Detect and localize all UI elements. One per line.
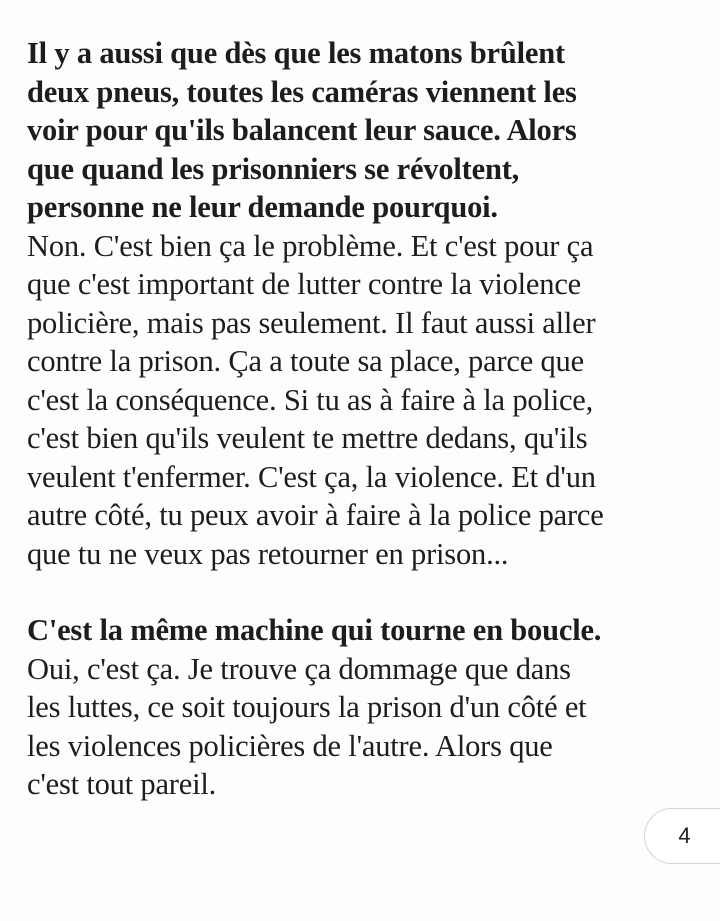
question-1-line: deux pneus, toutes les caméras viennent les: [27, 74, 577, 109]
qa-block-1: [27, 34, 717, 573]
answer-1-line: que tu ne veux pas retourner en prison...: [27, 536, 509, 571]
answer-1: [27, 227, 717, 574]
answer-1-line: policière, mais pas seulement. Il faut aussi aller: [27, 305, 596, 340]
question-1-line: que quand les prisonniers se révoltent,: [27, 151, 520, 186]
answer-1-line: c'est bien qu'ils veulent te mettre dedans, qu'ils: [27, 421, 588, 455]
page-number: 4: [678, 823, 691, 848]
answer-2: [27, 650, 717, 804]
question-1: [27, 34, 717, 227]
question-1-line: voir pour qu'ils balancent leur sauce. Alors: [27, 113, 577, 147]
page-number-badge[interactable]: [644, 808, 720, 864]
qa-block-2: [27, 611, 717, 804]
answer-1-line: autre côté, tu peux avoir à faire à la police parce: [27, 498, 604, 532]
answer-1-line: c'est la conséquence. Si tu as à faire à la police,: [27, 382, 594, 417]
answer-1-line: Non. C'est bien ça le problème. Et c'est pour ça: [27, 228, 594, 263]
interview-text: [27, 34, 717, 804]
answer-2-line: les luttes, ce soit toujours la prison d'un côté et: [27, 690, 587, 724]
answer-2-line: Oui, c'est ça. Je trouve ça dommage que dans: [27, 651, 571, 686]
answer-1-line: que c'est important de lutter contre la violence: [27, 267, 581, 301]
question-1-line: personne ne leur demande pourquoi.: [27, 190, 498, 224]
question-1-line: Il y a aussi que dès que les matons brûlent: [27, 36, 565, 70]
paragraph-gap: [27, 573, 717, 611]
question-2-line: C'est la même machine qui tourne en boucle.: [27, 613, 602, 647]
question-2: [27, 611, 717, 650]
answer-1-line: contre la prison. Ça a toute sa place, parce que: [27, 344, 584, 378]
answer-2-line: c'est tout pareil.: [27, 767, 217, 801]
answer-1-line: veulent t'enfermer. C'est ça, la violence. Et d'un: [27, 459, 596, 494]
answer-2-line: les violences policières de l'autre. Alors que: [27, 728, 553, 763]
